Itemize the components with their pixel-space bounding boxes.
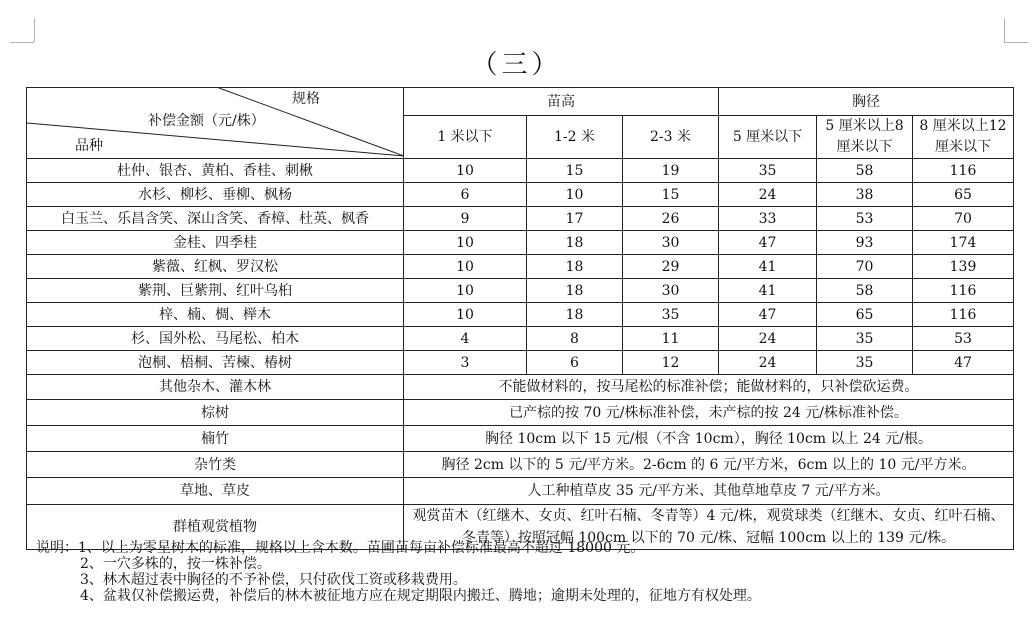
value-cell: 24 xyxy=(719,351,817,375)
merged-text-cell: 人工种植草皮 35 元/平方米、其他草地草皮 7 元/平方米。 xyxy=(404,478,1014,505)
value-cell: 6 xyxy=(527,351,623,375)
value-cell: 18 xyxy=(527,255,623,279)
value-cell: 174 xyxy=(913,231,1014,255)
value-cell: 41 xyxy=(719,279,817,303)
note-line: 3、林木超过表中胸径的不予补偿，只付砍伐工资或移栽费用。 xyxy=(80,572,467,588)
merged-text-cell: 胸径 10cm 以下 15 元/根（不含 10cm），胸径 10cm 以上 24 元/根。 xyxy=(404,426,1014,452)
value-cell: 116 xyxy=(913,279,1014,303)
value-cell: 70 xyxy=(817,255,913,279)
col-header: 1 米以下 xyxy=(404,116,527,159)
value-cell: 15 xyxy=(527,159,623,183)
value-cell: 11 xyxy=(623,327,719,351)
value-cell: 53 xyxy=(913,327,1014,351)
value-cell: 41 xyxy=(719,255,817,279)
header-row xyxy=(27,88,1014,116)
merged-row xyxy=(27,426,1014,452)
merged-text-cell: 胸径 2cm 以下的 5 元/平方米。2-6cm 的 6 元/平方米，6cm 以上的 10 元/平方米。 xyxy=(404,452,1014,478)
table-row xyxy=(27,159,1014,183)
value-cell: 17 xyxy=(527,207,623,231)
species-label: 品种 xyxy=(75,138,103,154)
value-cell: 33 xyxy=(719,207,817,231)
table-row xyxy=(27,183,1014,207)
col-header: 5 厘米以上8 厘米以下 xyxy=(817,116,913,159)
margin-mark-top-right xyxy=(1004,18,1005,42)
margin-mark-top-left xyxy=(10,42,34,43)
value-cell: 18 xyxy=(527,231,623,255)
value-cell: 35 xyxy=(719,159,817,183)
species-cell: 紫薇、红枫、罗汉松 xyxy=(27,255,404,279)
value-cell: 116 xyxy=(913,303,1014,327)
species-cell: 棕树 xyxy=(27,400,404,426)
table-row xyxy=(27,207,1014,231)
table-row xyxy=(27,351,1014,375)
value-cell: 24 xyxy=(719,183,817,207)
value-cell: 38 xyxy=(817,183,913,207)
value-cell: 19 xyxy=(623,159,719,183)
merged-text-cell: 不能做材料的，按马尾松的标准补偿；能做材料的，只补偿砍运费。 xyxy=(404,375,1014,400)
species-cell: 群植观赏植物 xyxy=(27,505,404,550)
spec-label: 规格 xyxy=(292,91,320,107)
value-cell: 30 xyxy=(623,279,719,303)
species-cell: 楠竹 xyxy=(27,426,404,452)
value-cell: 29 xyxy=(623,255,719,279)
merged-text-cell: 观赏苗木（红继木、女贞、红叶石楠、冬青等）4 元/株，观赏球类（红继木、女贞、红叶石楠、冬青等）按照冠幅 100cm 以下的 70 元/株、冠幅 100cm 以上的 139 元/株。 xyxy=(404,505,1014,550)
col-header: 8 厘米以上12 厘米以下 xyxy=(913,116,1014,159)
note-line: 4、盆栽仅补偿搬运费，补偿后的林木被征地方应在规定期限内搬迁、腾地；逾期未处理的，征地方有权处理。 xyxy=(80,588,761,604)
merged-row xyxy=(27,478,1014,505)
col-header: 1-2 米 xyxy=(527,116,623,159)
table-row xyxy=(27,303,1014,327)
group-diameter-header: 胸径 xyxy=(719,88,1014,116)
species-cell: 泡桐、梧桐、苦楝、椿树 xyxy=(27,351,404,375)
species-cell: 草地、草皮 xyxy=(27,478,404,505)
species-cell: 金桂、四季桂 xyxy=(27,231,404,255)
value-cell: 12 xyxy=(623,351,719,375)
value-cell: 15 xyxy=(623,183,719,207)
species-cell: 杂竹类 xyxy=(27,452,404,478)
diagonal-header-cell xyxy=(27,88,404,159)
compensation-table xyxy=(26,87,1014,550)
species-cell: 其他杂木、灌木林 xyxy=(27,375,404,400)
value-cell: 58 xyxy=(817,279,913,303)
merged-row xyxy=(27,375,1014,400)
note-line: 说明：1、以上为零星树木的标准，规格以上含本数。苗圃苗每亩补偿标准最高不超过 18000 元。 xyxy=(36,540,645,556)
value-cell: 65 xyxy=(913,183,1014,207)
species-cell: 白玉兰、乐昌含笑、深山含笑、香樟、杜英、枫香 xyxy=(27,207,404,231)
value-cell: 53 xyxy=(817,207,913,231)
value-cell: 58 xyxy=(817,159,913,183)
species-cell: 杜仲、银杏、黄柏、香桂、刺楸 xyxy=(27,159,404,183)
value-cell: 3 xyxy=(404,351,527,375)
value-cell: 26 xyxy=(623,207,719,231)
value-cell: 6 xyxy=(404,183,527,207)
table-row xyxy=(27,279,1014,303)
col-header: 2-3 米 xyxy=(623,116,719,159)
value-cell: 18 xyxy=(527,279,623,303)
value-cell: 10 xyxy=(527,183,623,207)
value-cell: 10 xyxy=(404,231,527,255)
value-cell: 8 xyxy=(527,327,623,351)
value-cell: 47 xyxy=(913,351,1014,375)
col-header: 5 厘米以下 xyxy=(719,116,817,159)
table-row xyxy=(27,231,1014,255)
note-line: 2、一穴多株的，按一株补偿。 xyxy=(80,556,271,572)
value-cell: 116 xyxy=(913,159,1014,183)
species-cell: 水杉、柳杉、垂柳、枫杨 xyxy=(27,183,404,207)
value-cell: 10 xyxy=(404,303,527,327)
value-cell: 139 xyxy=(913,255,1014,279)
value-cell: 30 xyxy=(623,231,719,255)
value-cell: 35 xyxy=(623,303,719,327)
table-row xyxy=(27,327,1014,351)
value-cell: 10 xyxy=(404,159,527,183)
margin-mark-top-right xyxy=(1004,42,1028,43)
value-cell: 35 xyxy=(817,351,913,375)
species-cell: 梓、楠、椆、榉木 xyxy=(27,303,404,327)
value-cell: 9 xyxy=(404,207,527,231)
species-cell: 杉、国外松、马尾松、柏木 xyxy=(27,327,404,351)
merged-text-cell: 已产棕的按 70 元/株标准补偿，未产棕的按 24 元/株标准补偿。 xyxy=(404,400,1014,426)
value-cell: 35 xyxy=(817,327,913,351)
group-height-header: 苗高 xyxy=(404,88,719,116)
value-cell: 4 xyxy=(404,327,527,351)
value-cell: 18 xyxy=(527,303,623,327)
merged-row xyxy=(27,452,1014,478)
value-cell: 93 xyxy=(817,231,913,255)
value-cell: 70 xyxy=(913,207,1014,231)
value-cell: 10 xyxy=(404,279,527,303)
species-cell: 紫荆、巨紫荆、红叶乌桕 xyxy=(27,279,404,303)
merged-row xyxy=(27,400,1014,426)
amount-label: 补偿金额（元/株） xyxy=(148,113,265,129)
margin-mark-top-left xyxy=(34,18,35,42)
value-cell: 47 xyxy=(719,231,817,255)
value-cell: 47 xyxy=(719,303,817,327)
value-cell: 24 xyxy=(719,327,817,351)
value-cell: 65 xyxy=(817,303,913,327)
value-cell: 10 xyxy=(404,255,527,279)
page-title: （三） xyxy=(471,50,562,80)
notes-section xyxy=(36,540,761,604)
table-row xyxy=(27,255,1014,279)
